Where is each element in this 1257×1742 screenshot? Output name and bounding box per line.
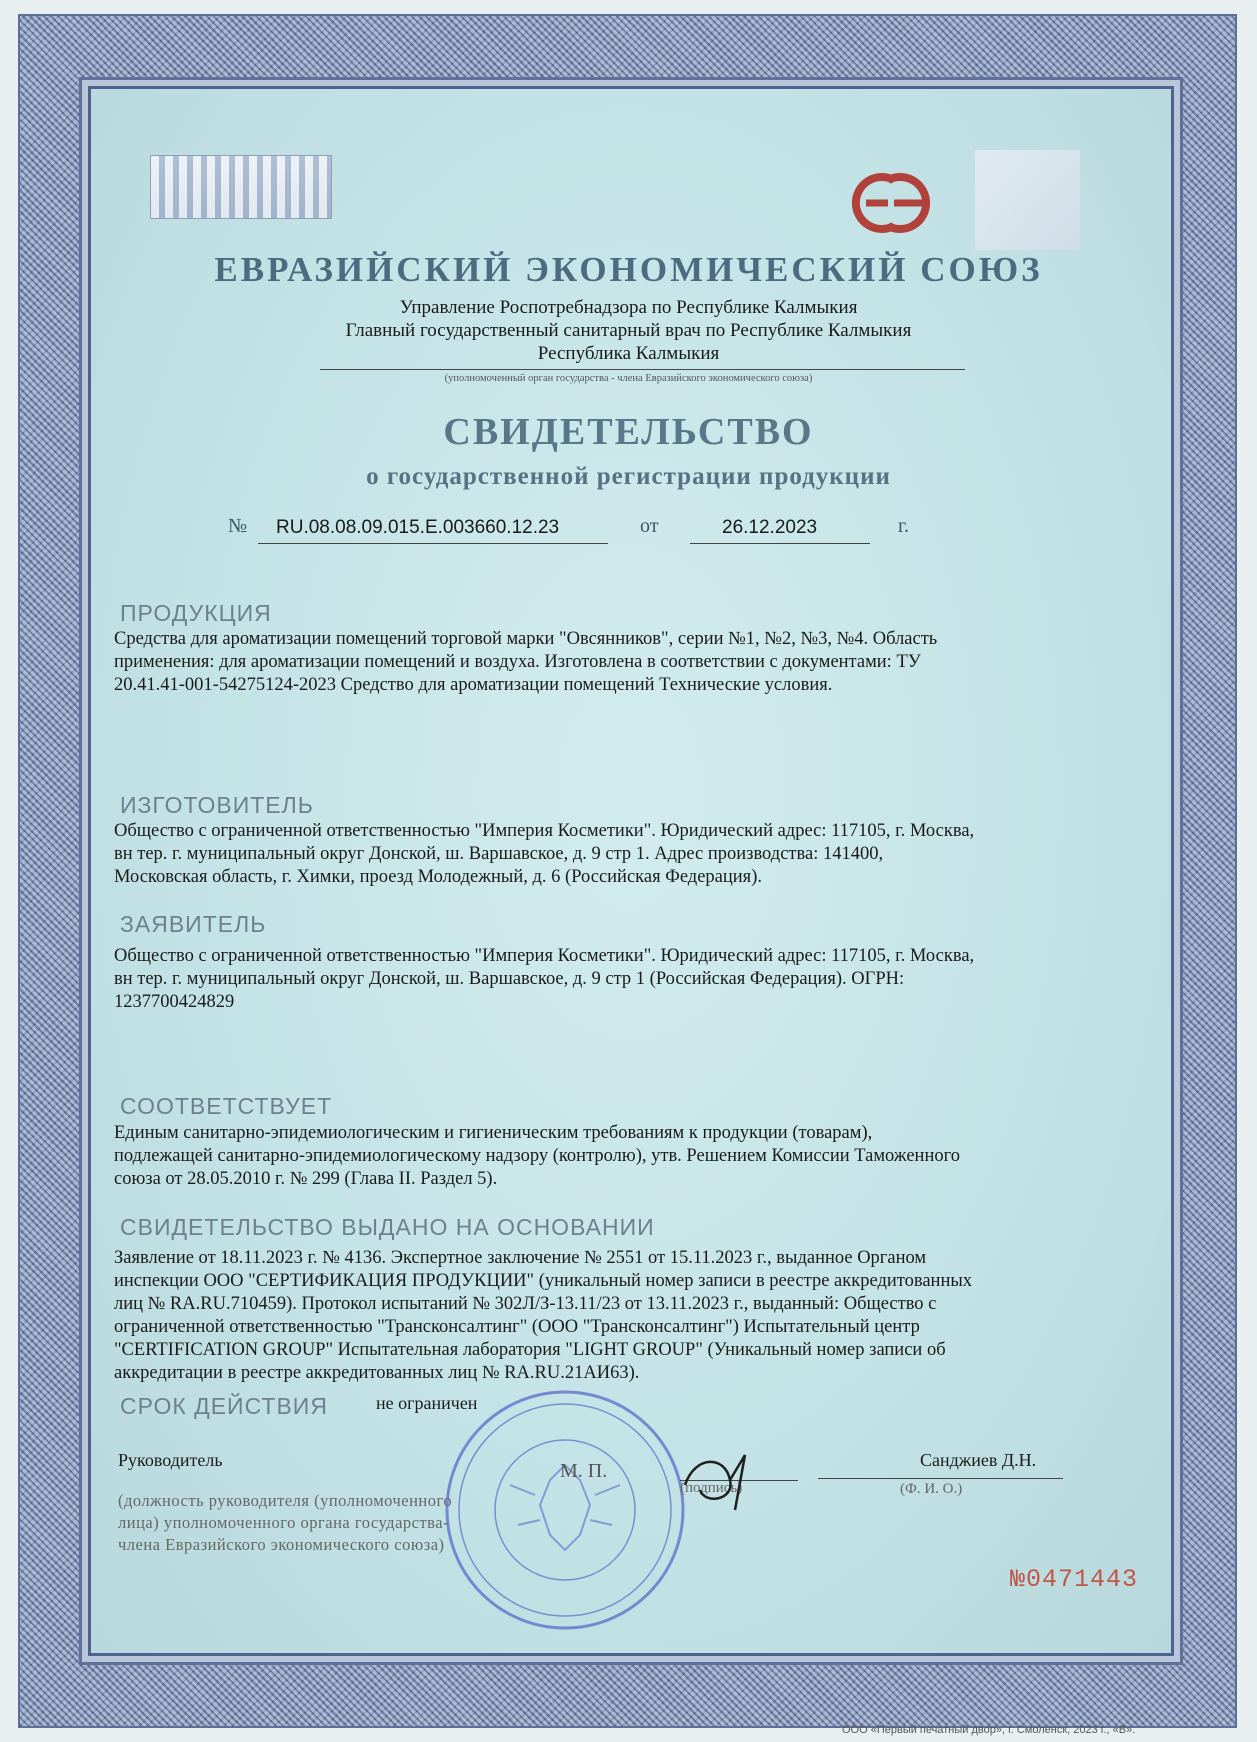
conforms-text: [114, 1122, 1082, 1191]
role-note-line: члена Евразийского экономического союза): [118, 1535, 445, 1554]
stamp-place: М. П.: [560, 1460, 608, 1482]
hologram-patch: [975, 150, 1080, 250]
date-suffix: г.: [898, 515, 909, 537]
basis-line: Заявление от 18.11.2023 г. № 4136. Экспертное заключение № 2551 от 15.11.2023 г., выданное Органом: [114, 1248, 927, 1268]
hologram-sticker: [150, 155, 332, 219]
section-heading-manufacturer: ИЗГОТОВИТЕЛЬ: [120, 792, 314, 818]
applicant-line: 1237700424829: [114, 992, 235, 1012]
signer-role-note: [118, 1490, 558, 1556]
product-text: [114, 628, 1082, 697]
manufacturer-text: [114, 820, 1082, 889]
number-prefix: №: [228, 515, 248, 537]
manufacturer-line: Московская область, г. Химки, проезд Молодежный, д. 6 (Российская Федерация).: [114, 867, 762, 887]
conforms-line: подлежащей санитарно-эпидемиологическому надзору (контролю), утв. Решением Комиссии Таможенного: [114, 1146, 960, 1166]
applicant-line: Общество с ограниченной ответственностью "Империя Косметики". Юридический адрес: 117105, г. Москва,: [114, 946, 975, 966]
serial-number: №0471443: [1010, 1565, 1139, 1594]
authority-line-1: Управление Роспотребнадзора по Республике Калмыкия: [399, 297, 858, 318]
signer-role: Руководитель: [118, 1450, 223, 1470]
applicant-text: [114, 945, 1082, 1014]
certificate-number: RU.08.08.09.015.E.003660.12.23: [276, 517, 560, 538]
section-heading-product: ПРОДУКЦИЯ: [120, 600, 272, 626]
section-heading-basis: СВИДЕТЕЛЬСТВО ВЫДАНО НА ОСНОВАНИИ: [120, 1214, 655, 1240]
basis-line: "CERTIFICATION GROUP" Испытательная лаборатория "LIGHT GROUP" (Уникальный номер записи об: [114, 1340, 946, 1360]
certificate-date: 26.12.2023: [722, 517, 818, 538]
certificate-title: СВИДЕТЕЛЬСТВО: [443, 411, 814, 453]
certificate-subtitle: о государственной регистрации продукции: [366, 463, 891, 490]
conforms-line: союза от 28.05.2010 г. № 299 (Глава II. Раздел 5).: [114, 1169, 498, 1189]
section-heading-conforms: СООТВЕТСТВУЕТ: [120, 1093, 333, 1119]
union-title: ЕВРАЗИЙСКИЙ ЭКОНОМИЧЕСКИЙ СОЮЗ: [214, 250, 1043, 289]
authority-line-3: Республика Калмыкия: [537, 343, 720, 364]
validity-value: не ограничен: [376, 1393, 478, 1413]
product-line: 20.41.41-001-54275124-2023 Средство для ароматизации помещений Технические условия.: [114, 675, 833, 695]
product-line: Средства для ароматизации помещений торговой марки "Овсянников", серии №1, №2, №3, №4. Область: [114, 629, 938, 649]
product-line: применения: для ароматизации помещений и воздуха. Изготовлена в соответствии с документами: ТУ: [114, 652, 921, 672]
manufacturer-line: вн тер. г. муниципальный округ Донской, ш. Варшавское, д. 9 стр 1. Адрес производства: 141400,: [114, 844, 884, 864]
role-note-line: лица) уполномоченного органа государства-: [118, 1513, 450, 1532]
section-heading-validity: СРОК ДЕЙСТВИЯ: [120, 1393, 328, 1419]
authority-caption: (уполномоченный орган государства - члена Евразийского экономического союза): [444, 373, 813, 384]
basis-line: аккредитации в реестре аккредитованных лиц № RA.RU.21АИ63).: [114, 1363, 640, 1383]
signature-caption: (подпись): [680, 1480, 743, 1496]
basis-text: [114, 1247, 1082, 1385]
section-heading-applicant: ЗАЯВИТЕЛЬ: [120, 911, 267, 937]
manufacturer-line: Общество с ограниченной ответственностью "Империя Косметики". Юридический адрес: 117105, г. Москва,: [114, 821, 975, 841]
basis-line: инспекции ООО "СЕРТИФИКАЦИЯ ПРОДУКЦИИ" (уникальный номер записи в реестре аккредитованных: [114, 1271, 973, 1291]
handwritten-signature: [675, 1445, 785, 1515]
printer-footer: ООО «Первый печатный двор», г. Смоленск, 2023 г., «В».: [842, 1724, 1136, 1736]
basis-line: лиц № RA.RU.710459). Протокол испытаний № 302Л/З-13.11/23 от 13.11.2023 г., выданный: Общество с: [114, 1294, 937, 1314]
authority-line-2: Главный государственный санитарный врач по Республике Калмыкия: [345, 320, 912, 341]
name-caption: (Ф. И. О.): [900, 1481, 963, 1497]
number-rule: [258, 543, 608, 544]
conforms-line: Единым санитарно-эпидемиологическим и гигиеническим требованиям к продукции (товарам),: [114, 1123, 873, 1143]
signer-name: Санджиев Д.Н.: [920, 1450, 1037, 1470]
eac-logo-icon: [836, 168, 946, 238]
name-rule: [818, 1478, 1063, 1479]
authority-rule: [320, 369, 965, 370]
role-note-line: (должность руководителя (уполномоченного: [118, 1491, 453, 1510]
applicant-line: вн тер. г. муниципальный округ Донской, ш. Варшавское, д. 9 стр 1 (Российская Федерация). ОГРН:: [114, 969, 905, 989]
date-prefix: от: [640, 515, 659, 537]
date-rule: [690, 543, 870, 544]
basis-line: ограниченной ответственностью "Трансконсалтинг" (ООО "Трансконсалтинг") Испытательный центр: [114, 1317, 920, 1337]
